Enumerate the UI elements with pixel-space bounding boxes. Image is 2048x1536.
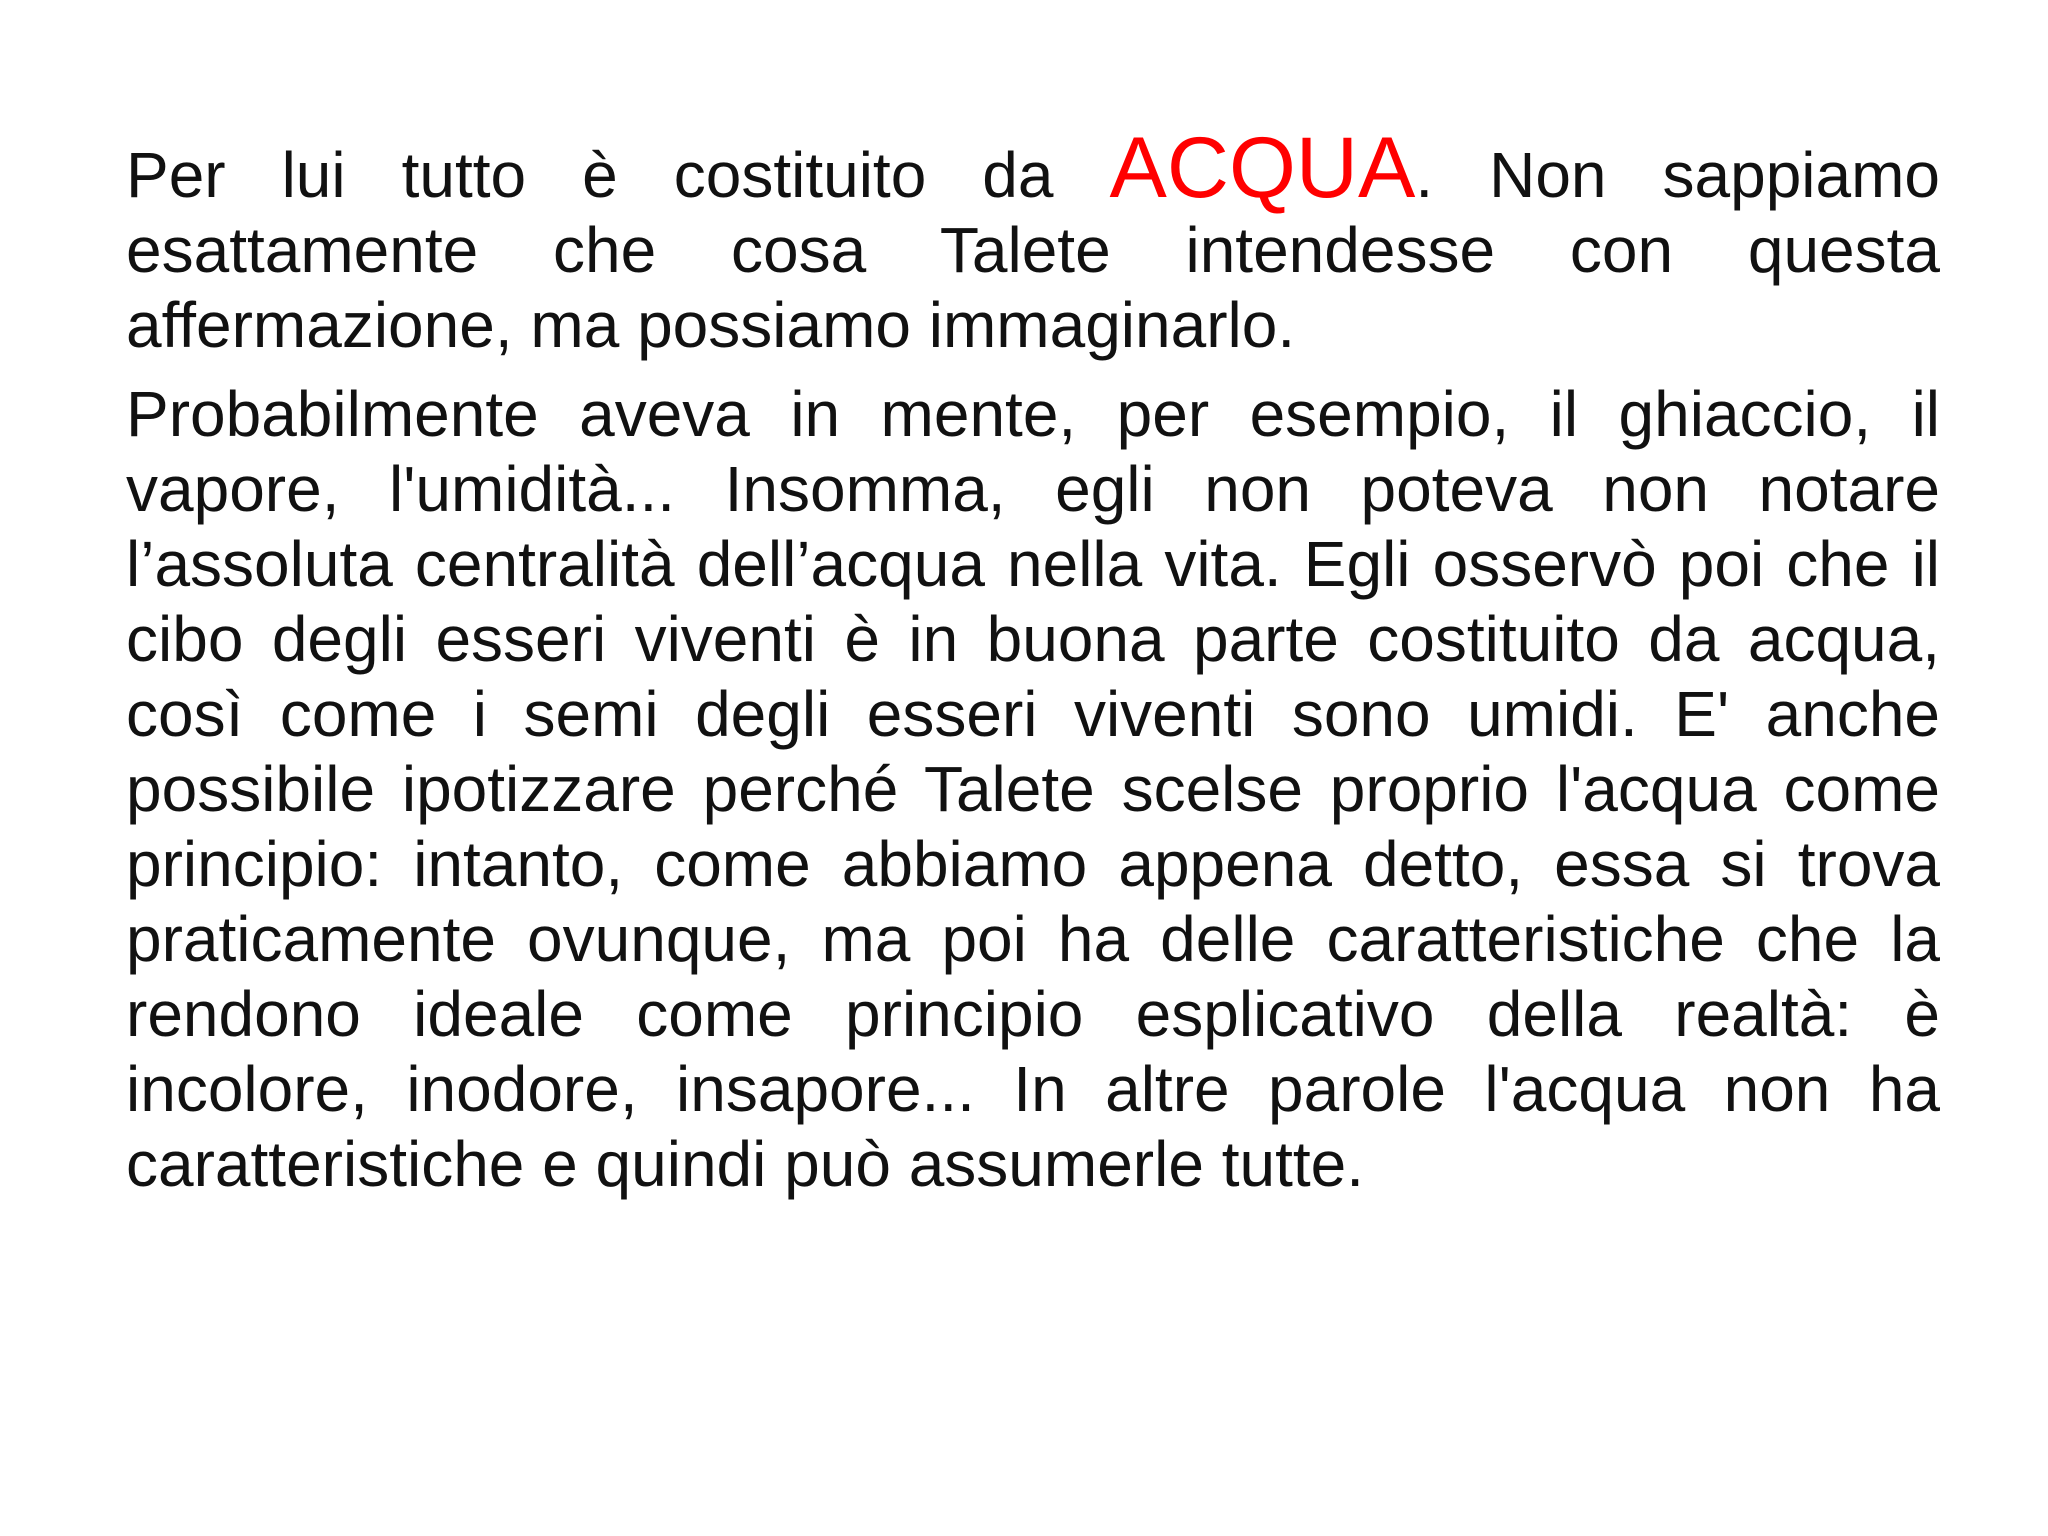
paragraph-1 — [126, 120, 1941, 363]
paragraph-1-intro: Per lui tutto è costituito da — [126, 139, 1110, 211]
paragraph-2: Probabilmente aveva in mente, per esempio, il ghiaccio, il vapore, l'umidità... Insomma, egli non poteva non notare l’assoluta centralità dell’acqua nella vita. Egli osservò poi che il cibo degli esseri viventi è in buona parte costituito da acqua, così come i semi degli esseri viventi sono umidi. E' anche possibile ipotizzare perché Talete scelse proprio l'acqua come principio: intanto, come abbiamo appena detto, essa si trova praticamente ovunque, ma poi ha delle caratteristiche che la rendono ideale come principio esplicativo della realtà: è incolore, inodore, insapore... In altre parole l'acqua non ha caratteristiche e quindi può assumerle tutte. — [126, 378, 1940, 1200]
paragraph-1-rest: . Non sappiamo esattamente che cosa Talete intendesse con questa affermazione, ma possiamo immaginarlo. — [126, 139, 1941, 361]
slide-text-body — [126, 120, 1941, 1216]
acqua-emphasis: ACQUA — [1109, 120, 1416, 216]
